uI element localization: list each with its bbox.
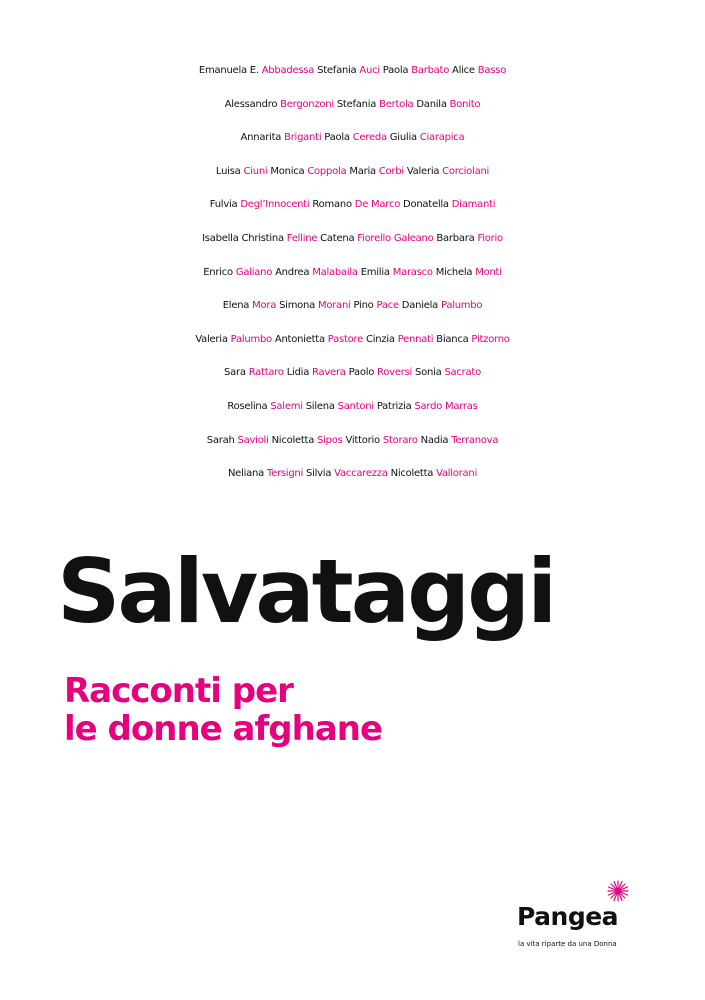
author-last-name: Ravera [312, 367, 346, 379]
author-first-name: Bianca [436, 333, 469, 345]
star-burst-icon [607, 880, 629, 902]
author-last-name: Malabaila [312, 266, 358, 278]
author-line [0, 390, 705, 424]
author-first-name: Emilia [360, 266, 390, 278]
author-name [391, 468, 477, 479]
author-last-name: Fiorio [477, 232, 503, 244]
author-name [403, 199, 495, 210]
author-line [0, 54, 705, 88]
author-name [436, 233, 502, 244]
author-last-name: Sacrato [444, 367, 481, 379]
author-first-name: Michela [435, 266, 473, 278]
author-last-name: Santoni [337, 400, 374, 412]
author-name [346, 435, 418, 446]
author-last-name: Palumbo [230, 333, 272, 345]
author-last-name: Abbadessa [261, 65, 315, 76]
author-first-name: Barbara [436, 232, 475, 244]
author-line [0, 256, 705, 290]
author-line [0, 121, 705, 155]
author-last-name: Galiano [235, 266, 273, 278]
author-name [337, 99, 414, 110]
author-first-name: Romano [312, 199, 352, 211]
author-name [195, 334, 272, 345]
author-first-name: Lidia [286, 367, 310, 379]
author-last-name: Pastore [327, 333, 364, 345]
author-first-name: Cinzia [365, 333, 395, 345]
author-last-name: Pitzorno [471, 333, 510, 345]
author-first-name: Valeria [195, 333, 228, 345]
author-line [0, 188, 705, 222]
author-last-name: Corciolani [442, 165, 490, 177]
author-name [275, 334, 363, 345]
author-name [272, 435, 343, 446]
author-first-name: Fulvia [209, 199, 238, 211]
author-first-name: Silvia [305, 468, 332, 480]
book-title: Salvataggi [57, 540, 555, 643]
author-first-name: Emanuela E. [198, 65, 259, 76]
author-last-name: Terranova [451, 434, 499, 446]
author-name [228, 468, 303, 479]
author-name [407, 166, 489, 177]
author-first-name: Silena [305, 400, 335, 412]
author-name [436, 334, 509, 345]
author-last-name: Ciuni [243, 165, 268, 177]
author-last-name: Auci [359, 65, 380, 76]
author-name [279, 300, 351, 311]
author-last-name: Bertola [379, 98, 414, 110]
author-first-name: Isabella Christina [202, 232, 284, 244]
author-name [275, 267, 358, 278]
author-first-name: Alessandro [224, 98, 278, 110]
author-last-name: Monti [475, 266, 502, 278]
author-last-name: Barbato [411, 65, 450, 76]
author-first-name: Donatella [403, 199, 449, 211]
author-first-name: Pino [353, 300, 374, 312]
author-first-name: Nicoletta [271, 434, 315, 446]
author-name [202, 233, 317, 244]
author-name [210, 199, 310, 210]
author-name [324, 132, 387, 143]
author-first-name: Danila [416, 98, 447, 110]
author-name [421, 435, 499, 446]
author-name [223, 300, 276, 311]
subtitle-line-2: le donne afghane [64, 709, 383, 749]
author-first-name: Andrea [275, 266, 310, 278]
author-last-name: Bergonzoni [280, 98, 334, 110]
author-name [224, 367, 284, 378]
author-line [0, 457, 705, 491]
author-last-name: Ciarapica [419, 132, 465, 144]
author-first-name: Annarita [240, 132, 282, 144]
author-name [361, 267, 433, 278]
author-last-name: Bonito [449, 98, 481, 110]
author-first-name: Giulia [389, 132, 417, 144]
author-first-name: Vittorio [345, 434, 380, 446]
author-last-name: Morani [317, 300, 351, 312]
author-last-name: Salemi [270, 400, 303, 412]
author-line [0, 155, 705, 189]
author-first-name: Daniela [401, 300, 439, 312]
author-line [0, 356, 705, 390]
author-name [383, 65, 449, 76]
author-line [0, 323, 705, 357]
author-first-name: Paolo [348, 367, 375, 379]
author-name [203, 267, 272, 278]
author-last-name: Basso [477, 65, 507, 76]
author-first-name: Luisa [215, 165, 241, 177]
author-last-name: Vaccarezza [334, 468, 388, 480]
author-name [377, 401, 478, 412]
author-name [320, 233, 433, 244]
author-name [390, 132, 465, 143]
author-line [0, 222, 705, 256]
author-last-name: Degl’Innocenti [240, 199, 310, 211]
author-last-name: Tersigni [266, 468, 304, 480]
author-first-name: Stefania [336, 98, 377, 110]
publisher-tagline: la vita riparte da una Donna [518, 940, 617, 948]
author-name [317, 65, 380, 76]
author-name [306, 468, 388, 479]
author-first-name: Stefania [317, 65, 357, 76]
author-name [199, 65, 314, 76]
author-name [216, 166, 268, 177]
author-first-name: Monica [270, 165, 305, 177]
author-name [349, 166, 404, 177]
author-first-name: Patrizia [376, 400, 412, 412]
author-name [354, 300, 399, 311]
author-line [0, 289, 705, 323]
author-last-name: Mora [252, 300, 277, 312]
author-name [366, 334, 433, 345]
author-first-name: Enrico [203, 266, 233, 278]
author-first-name: Nicoletta [390, 468, 434, 480]
author-name [227, 401, 302, 412]
author-first-name: Nadia [420, 434, 449, 446]
author-last-name: Coppola [307, 165, 347, 177]
author-name [452, 65, 506, 76]
publisher-logo [509, 880, 639, 960]
author-list [0, 54, 705, 491]
author-first-name: Sonia [415, 367, 442, 379]
author-first-name: Catena [320, 232, 355, 244]
author-last-name: Cereda [352, 132, 387, 144]
author-first-name: Elena [222, 300, 250, 312]
author-name [402, 300, 483, 311]
publisher-name: Pangea [517, 902, 619, 931]
author-first-name: Maria [349, 165, 376, 177]
author-name [415, 367, 481, 378]
author-first-name: Valeria [406, 165, 440, 177]
author-name [270, 166, 346, 177]
author-name [349, 367, 412, 378]
author-first-name: Antonietta [274, 333, 325, 345]
author-last-name: Rattaro [248, 367, 284, 379]
author-first-name: Alice [452, 65, 475, 76]
author-last-name: Briganti [284, 132, 322, 144]
book-subtitle [64, 672, 382, 748]
author-name [436, 267, 502, 278]
author-last-name: De Marco [354, 199, 401, 211]
author-last-name: Pennati [397, 333, 434, 345]
author-line [0, 88, 705, 122]
author-first-name: Paola [324, 132, 350, 144]
author-last-name: Vallorani [436, 468, 478, 480]
author-last-name: Marasco [392, 266, 433, 278]
author-name [306, 401, 374, 412]
author-first-name: Paola [382, 65, 409, 76]
author-name [225, 99, 334, 110]
author-name [416, 99, 480, 110]
author-line [0, 424, 705, 458]
author-first-name: Roselina [227, 400, 268, 412]
author-name [241, 132, 322, 143]
author-last-name: Felline [286, 232, 318, 244]
author-last-name: Diamanti [451, 199, 496, 211]
author-name [287, 367, 346, 378]
author-first-name: Neliana [227, 468, 264, 480]
author-first-name: Sarah [206, 434, 235, 446]
author-last-name: Palumbo [440, 300, 483, 312]
author-last-name: Pace [376, 300, 399, 312]
author-first-name: Sara [224, 367, 246, 379]
subtitle-line-1: Racconti per [64, 671, 293, 711]
author-first-name: Simona [279, 300, 316, 312]
author-last-name: Corbi [378, 165, 404, 177]
author-last-name: Sipos [317, 434, 343, 446]
author-last-name: Storaro [382, 434, 418, 446]
author-last-name: Roversi [377, 367, 413, 379]
author-name [207, 435, 269, 446]
author-last-name: Sardo Marras [414, 400, 478, 412]
author-last-name: Fiorello Galeano [357, 232, 434, 244]
author-name [312, 199, 400, 210]
author-last-name: Savioli [237, 434, 269, 446]
